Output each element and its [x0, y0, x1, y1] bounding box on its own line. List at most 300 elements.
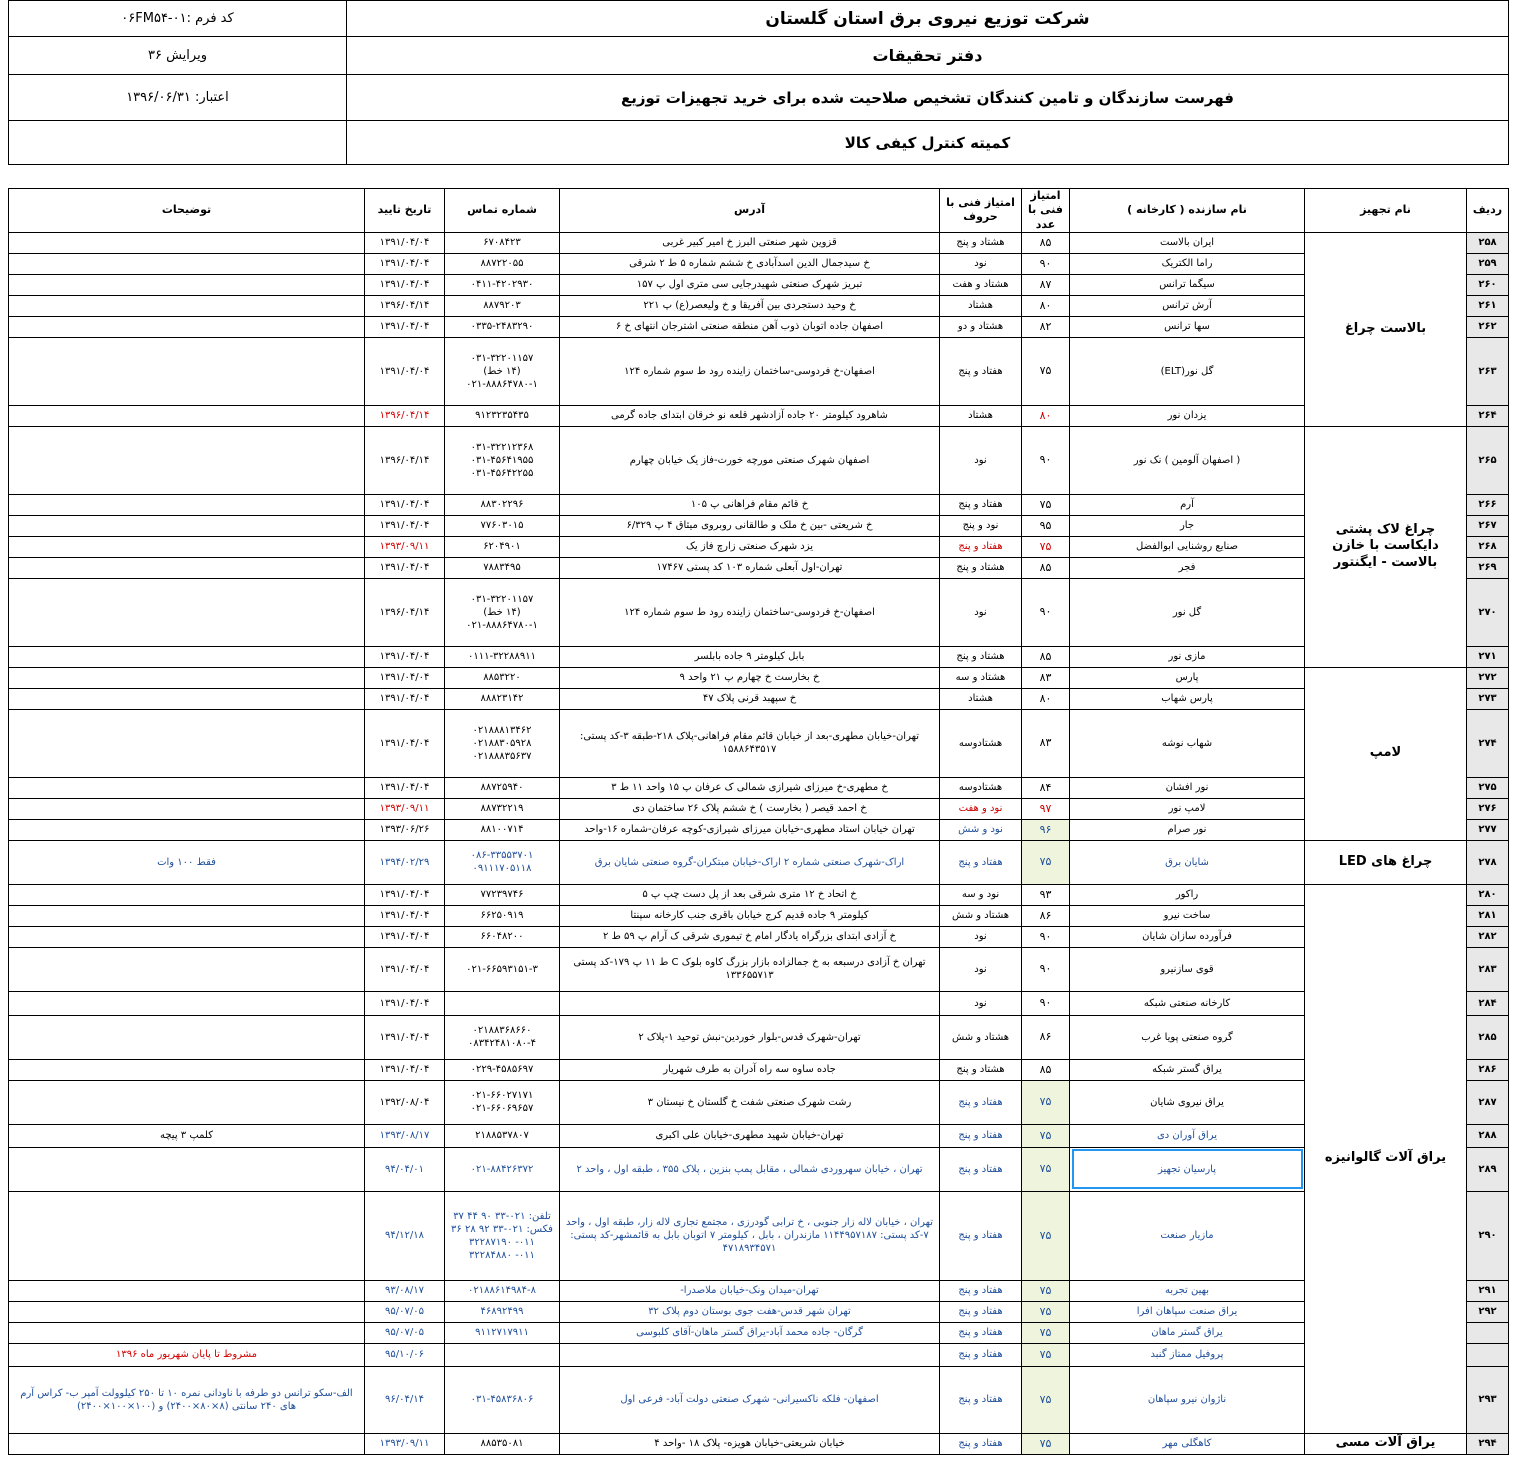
- address: خ وحید دستجردی بین آفریقا و خ ولیعصر(ع) پ ۲۲۱: [560, 295, 940, 316]
- col-score-number: امتیاز فنی با عدد: [1022, 189, 1070, 233]
- table-header-row: [9, 189, 1509, 233]
- approval-date: ۱۳۹۶/۰۴/۱۴: [365, 295, 445, 316]
- phone-line: ۸۸۱۰۰۷۱۴: [480, 824, 524, 836]
- table-row: [9, 991, 1509, 1015]
- empty-cell: [9, 121, 347, 165]
- phone-line: ۰۲۱۸۸۶۱۴۹۸۴-۸: [467, 1285, 537, 1297]
- score-number: ۹۵: [1022, 515, 1070, 536]
- maker-name: یراق گستر شبکه: [1070, 1059, 1305, 1080]
- phone: [445, 1124, 560, 1147]
- score-number: ۸۶: [1022, 1015, 1070, 1059]
- maker-name: آرم: [1070, 494, 1305, 515]
- phone: [445, 337, 560, 405]
- score-text: هشتاد و پنج: [940, 232, 1022, 253]
- maker-name: ایران بالاست: [1070, 232, 1305, 253]
- score-number: ۷۵: [1022, 1080, 1070, 1124]
- table-row: [9, 646, 1509, 667]
- maker-name: پارس شهاب: [1070, 688, 1305, 709]
- table-row: [9, 1015, 1509, 1059]
- phone: [445, 926, 560, 947]
- score-text: هفتاد و پنج: [940, 1147, 1022, 1191]
- maker-name: پروفیل ممتاز گنبد: [1070, 1343, 1305, 1366]
- row-number: [1467, 1343, 1509, 1366]
- row-number: ۲۷۰: [1467, 578, 1509, 646]
- score-text: هفتاد و پنج: [940, 1080, 1022, 1124]
- row-number: ۲۷۵: [1467, 777, 1509, 798]
- approval-date: ۱۳۹۶/۰۴/۱۴: [365, 405, 445, 426]
- row-number: ۲۷۶: [1467, 798, 1509, 819]
- score-number: ۷۵: [1022, 1191, 1070, 1280]
- phone: [445, 1343, 560, 1366]
- phone: [445, 840, 560, 884]
- equipment-group: چراغ های LED: [1305, 840, 1467, 884]
- table-row: [9, 1322, 1509, 1343]
- phone: [445, 232, 560, 253]
- edition-label: ویرایش ۳۶: [9, 37, 347, 75]
- phone-line: ۰۲۱-۸۸۸۶۴۷۸۰-۱: [466, 378, 538, 390]
- table-row: [9, 232, 1509, 253]
- approval-date: ۱۳۹۱/۰۴/۰۴: [365, 777, 445, 798]
- row-number: ۲۷۷: [1467, 819, 1509, 840]
- equipment-group: بالاست چراغ: [1305, 232, 1467, 426]
- phone-line: ۰۲۱-۸۸۴۲۶۳۷۲: [470, 1163, 534, 1175]
- notes: [9, 819, 365, 840]
- row-number: ۲۷۳: [1467, 688, 1509, 709]
- address: خ شریعتی -بین خ ملک و طالقانی روبروی میثاق ۴ پ ۶/۳۲۹: [560, 515, 940, 536]
- address: یزد شهرک صنعتی زارچ فاز یک: [560, 536, 940, 557]
- address: تهران-شهرک قدس-بلوار خوردین-نبش توحید ۱-پلاک ۲: [560, 1015, 940, 1059]
- score-text: هشتاد و پنج: [940, 646, 1022, 667]
- score-number: ۹۳: [1022, 884, 1070, 905]
- maker-name: کاهگلی مهر: [1070, 1433, 1305, 1454]
- notes: الف-سکو ترانس دو طرفه با ناودانی نمره ۱۰ تا ۲۵۰ کیلوولت آمپر ب- کراس آرم های ۲۴۰ سانتی (۸×۸۰×۲۴۰۰) و (۱۰۰×۱۰۰×۲۴۰۰): [9, 1366, 365, 1433]
- score-text: نود: [940, 926, 1022, 947]
- notes: [9, 295, 365, 316]
- score-text: هفتاد و پنج: [940, 1366, 1022, 1433]
- table-row: [9, 884, 1509, 905]
- phone: [445, 709, 560, 777]
- validity-date: اعتبار: ۱۳۹۶/۰۶/۳۱: [9, 75, 347, 121]
- phone: [445, 688, 560, 709]
- score-number: ۸۵: [1022, 557, 1070, 578]
- row-number: ۲۹۴: [1467, 1433, 1509, 1454]
- notes: [9, 798, 365, 819]
- phone-line: ۸۸۷۹۲۰۳: [483, 300, 521, 312]
- table-row: [9, 840, 1509, 884]
- notes: [9, 494, 365, 515]
- score-number: ۸۴: [1022, 777, 1070, 798]
- phone: [445, 494, 560, 515]
- table-row: [9, 777, 1509, 798]
- phone-line: ۰۲۱-۶۶۰۲۷۱۷۱: [470, 1090, 534, 1102]
- phone-line: فکس: ۰۲۱-۳۳ ۹۲ ۲۸ ۳۶: [451, 1223, 553, 1235]
- maker-name: یراق گستر ماهان: [1070, 1322, 1305, 1343]
- maker-name: صنایع روشنایی ابوالفضل: [1070, 536, 1305, 557]
- phone: [445, 667, 560, 688]
- row-number: ۲۵۸: [1467, 232, 1509, 253]
- score-text: نود و سه: [940, 884, 1022, 905]
- score-number: ۹۰: [1022, 926, 1070, 947]
- table-row: [9, 1301, 1509, 1322]
- row-number: ۲۸۶: [1467, 1059, 1509, 1080]
- score-number: ۷۵: [1022, 1301, 1070, 1322]
- phone-line: (۱۴ خط): [483, 365, 521, 377]
- approval-date: ۹۵/۰۷/۰۵: [365, 1322, 445, 1343]
- phone-line: تلفن: ۰۲۱-۳۳ ۹۰ ۴۴ ۳۷: [453, 1210, 551, 1222]
- address: اصفهان- فلکه ناکسیرانی- شهرک صنعتی دولت آباد- فرعی اول: [560, 1366, 940, 1433]
- maker-name: مازیار صنعت: [1070, 1191, 1305, 1280]
- row-number: ۲۶۹: [1467, 557, 1509, 578]
- address: بابل کیلومتر ۹ جاده بابلسر: [560, 646, 940, 667]
- address: اصفهان-خ فردوسی-ساختمان زاینده رود ط سوم شماره ۱۲۴: [560, 337, 940, 405]
- approval-date: ۱۳۹۶/۰۴/۱۴: [365, 426, 445, 494]
- phone: [445, 1433, 560, 1454]
- approval-date: ۱۳۹۱/۰۴/۰۴: [365, 926, 445, 947]
- approval-date: ۹۴/۱۲/۱۸: [365, 1191, 445, 1280]
- row-number: ۲۹۰: [1467, 1191, 1509, 1280]
- phone-line: ۰۲۱۸۸۸۳۵۶۳۷: [472, 750, 532, 762]
- approval-date: ۹۶/۰۴/۱۴: [365, 1366, 445, 1433]
- col-approval-date: تاریخ تایید: [365, 189, 445, 233]
- row-number: ۲۸۱: [1467, 905, 1509, 926]
- phone: [445, 426, 560, 494]
- row-number: ۲۶۳: [1467, 337, 1509, 405]
- phone-line: ۲۱۸۸۵۳۷۸۰۷: [475, 1130, 529, 1142]
- notes: [9, 947, 365, 991]
- office-name: دفتر تحقیقات: [347, 37, 1509, 75]
- approval-date: ۱۳۹۲/۰۸/۰۴: [365, 1080, 445, 1124]
- table-row: [9, 494, 1509, 515]
- phone-line: ۸۸۵۳۲۲۰: [483, 672, 521, 684]
- maker-name: ناژوان نیرو سپاهان: [1070, 1366, 1305, 1433]
- approval-date: ۱۳۹۱/۰۴/۰۴: [365, 316, 445, 337]
- score-number: ۷۵: [1022, 1433, 1070, 1454]
- row-number: [1467, 1322, 1509, 1343]
- maker-name: راکور: [1070, 884, 1305, 905]
- table-row: [9, 947, 1509, 991]
- notes: [9, 274, 365, 295]
- maker-name: یراق آوران دی: [1070, 1124, 1305, 1147]
- row-number: ۲۶۴: [1467, 405, 1509, 426]
- approval-date: ۱۳۹۱/۰۴/۰۴: [365, 884, 445, 905]
- phone: [445, 1080, 560, 1124]
- phone: [445, 819, 560, 840]
- address: تهران-خیابان شهید مطهری-خیابان علی اکبری: [560, 1124, 940, 1147]
- phone-line: ۰۳۳۵-۲۴۸۳۲۹۰: [470, 321, 534, 333]
- table-row: [9, 316, 1509, 337]
- row-number: ۲۷۱: [1467, 646, 1509, 667]
- phone-line: ۷۸۸۳۴۹۵: [483, 562, 521, 574]
- score-text: هشتادوسه: [940, 777, 1022, 798]
- phone-line: ۸۸۳۰۲۲۹۶: [480, 499, 524, 511]
- maker-name: پارس: [1070, 667, 1305, 688]
- approval-date: ۱۳۹۱/۰۴/۰۴: [365, 667, 445, 688]
- notes: [9, 557, 365, 578]
- score-text: هفتاد و پنج: [940, 1124, 1022, 1147]
- notes: [9, 1301, 365, 1322]
- row-number: ۲۸۲: [1467, 926, 1509, 947]
- table-row: [9, 1147, 1509, 1191]
- score-number: ۸۵: [1022, 1059, 1070, 1080]
- phone-line: ۰۹۱۱۱۷۰۵۱۱۸: [472, 863, 532, 875]
- score-number: ۷۵: [1022, 536, 1070, 557]
- table-row: [9, 926, 1509, 947]
- row-number: ۲۸۴: [1467, 991, 1509, 1015]
- notes: [9, 316, 365, 337]
- phone: [445, 905, 560, 926]
- phone: [445, 536, 560, 557]
- score-text: هشتاد و سه: [940, 667, 1022, 688]
- address: تهران-میدان ونک-خیابان ملاصدرا-: [560, 1280, 940, 1301]
- notes: کلمپ ۳ پیچه: [9, 1124, 365, 1147]
- approval-date: ۱۳۹۱/۰۴/۰۴: [365, 646, 445, 667]
- score-number: ۸۵: [1022, 646, 1070, 667]
- phone: [445, 777, 560, 798]
- table-row: [9, 688, 1509, 709]
- address: تهران خ آزادی درسبعه به خ جمالزاده بازار بزرگ کاوه بلوک C ط ۱۱ پ ۱۷۹-کد پستی ۱۳۳۶۵۵۷۱۳: [560, 947, 940, 991]
- table-row: [9, 667, 1509, 688]
- table-row: [9, 1433, 1509, 1454]
- address: جاده ساوه سه راه آدران به طرف شهریار: [560, 1059, 940, 1080]
- row-number: ۲۶۵: [1467, 426, 1509, 494]
- address: تهران-خیابان مطهری-بعد از خیابان قائم مقام فراهانی-پلاک ۲۱۸-طبقه ۳-کد پستی: ۱۵۸۸۶۴۳۵۱۷: [560, 709, 940, 777]
- score-number: ۷۵: [1022, 840, 1070, 884]
- address: شاهرود کیلومتر ۲۰ جاده آزادشهر قلعه نو خرقان ابتدای جاده گرمی: [560, 405, 940, 426]
- score-text: هفتاد و پنج: [940, 1322, 1022, 1343]
- score-text: نود و شش: [940, 819, 1022, 840]
- table-row: [9, 1343, 1509, 1366]
- score-text: نود: [940, 253, 1022, 274]
- maker-name: گل نور(ELT): [1070, 337, 1305, 405]
- approval-date: ۱۳۹۱/۰۴/۰۴: [365, 557, 445, 578]
- row-number: ۲۹۳: [1467, 1366, 1509, 1433]
- notes: [9, 1015, 365, 1059]
- phone-line: ۰۸۶-۳۳۵۵۳۷۰۱: [470, 850, 534, 862]
- score-text: هشتاد و هفت: [940, 274, 1022, 295]
- score-text: هفتاد و پنج: [940, 1191, 1022, 1280]
- col-phone: شماره تماس: [445, 189, 560, 233]
- approval-date: ۱۳۹۱/۰۴/۰۴: [365, 709, 445, 777]
- address: گرگان- جاده محمد آباد-یراق گستر ماهان-آقای کلبوسی: [560, 1322, 940, 1343]
- score-number: ۹۶: [1022, 819, 1070, 840]
- score-text: هفتاد و پنج: [940, 494, 1022, 515]
- maker-name: آرش ترانس: [1070, 295, 1305, 316]
- phone: [445, 884, 560, 905]
- notes: [9, 991, 365, 1015]
- table-row: [9, 253, 1509, 274]
- table-body: [9, 232, 1509, 1454]
- approval-date: ۱۳۹۱/۰۴/۰۴: [365, 274, 445, 295]
- phone: [445, 1059, 560, 1080]
- equipment-group: لامپ: [1305, 667, 1467, 840]
- phone: [445, 405, 560, 426]
- score-number: ۹۰: [1022, 578, 1070, 646]
- phone: [445, 316, 560, 337]
- approval-date: ۱۳۹۱/۰۴/۰۴: [365, 337, 445, 405]
- phone-line: ۰۲۱۸۸۸۱۳۴۶۲: [472, 724, 532, 736]
- notes: [9, 515, 365, 536]
- address: اصفهان جاده اتوبان ذوب آهن منطقه صنعتی اشترجان انتهای خ ۶: [560, 316, 940, 337]
- notes: [9, 646, 365, 667]
- address: تهران شهر قدس-هفت جوی بوستان دوم پلاک ۳۲: [560, 1301, 940, 1322]
- phone: [445, 253, 560, 274]
- notes: [9, 1191, 365, 1280]
- maker-name: قوی سازنیرو: [1070, 947, 1305, 991]
- table-row: [9, 709, 1509, 777]
- address: اصفهان شهرک صنعتی مورچه خورت-فاز یک خیابان چهارم: [560, 426, 940, 494]
- col-maker: نام سازنده ( کارخانه ): [1070, 189, 1305, 233]
- committee-name: کمیته کنترل کیفی کالا: [347, 121, 1509, 165]
- maker-name: ساخت نیرو: [1070, 905, 1305, 926]
- phone: [445, 1280, 560, 1301]
- score-text: هشتاد و شش: [940, 905, 1022, 926]
- phone: [445, 274, 560, 295]
- approval-date: ۱۳۹۱/۰۴/۰۴: [365, 1015, 445, 1059]
- maker-name: یزدان نور: [1070, 405, 1305, 426]
- score-number: ۸۵: [1022, 232, 1070, 253]
- phone: [445, 1015, 560, 1059]
- form-header: [8, 0, 1509, 165]
- phone-line: ۶۶۲۵۰۹۱۹: [480, 910, 524, 922]
- score-number: ۸۶: [1022, 905, 1070, 926]
- table-row: [9, 578, 1509, 646]
- phone: [445, 295, 560, 316]
- approval-date: ۹۴/۰۴/۰۱: [365, 1147, 445, 1191]
- score-number: ۷۵: [1022, 1366, 1070, 1433]
- maker-name: مازی نور: [1070, 646, 1305, 667]
- phone: [445, 646, 560, 667]
- col-notes: توضیحات: [9, 189, 365, 233]
- notes: [9, 1059, 365, 1080]
- approval-date: ۹۵/۱۰/۰۶: [365, 1343, 445, 1366]
- phone-line: ۷۷۲۳۹۷۴۶: [480, 889, 524, 901]
- suppliers-table: [8, 188, 1509, 1455]
- address: تهران ، خیابان سهروردی شمالی ، مقابل پمپ بنزین ، پلاک ۳۵۵ ، طبقه اول ، واحد ۲: [560, 1147, 940, 1191]
- notes: [9, 1433, 365, 1454]
- approval-date: ۱۳۹۱/۰۴/۰۴: [365, 688, 445, 709]
- score-text: هفتاد و پنج: [940, 1343, 1022, 1366]
- phone: [445, 515, 560, 536]
- maker-name: جار: [1070, 515, 1305, 536]
- phone-line: (۱۴ خط): [483, 606, 521, 618]
- score-text: نود و هفت: [940, 798, 1022, 819]
- row-number: ۲۶۷: [1467, 515, 1509, 536]
- score-number: ۹۰: [1022, 991, 1070, 1015]
- notes: [9, 709, 365, 777]
- score-text: نود و پنج: [940, 515, 1022, 536]
- score-number: ۷۵: [1022, 1124, 1070, 1147]
- phone: [445, 1191, 560, 1280]
- notes: [9, 232, 365, 253]
- approval-date: ۱۳۹۳/۰۶/۲۶: [365, 819, 445, 840]
- table-row: [9, 798, 1509, 819]
- phone-line: ۰۳۱-۳۲۲۰۱۱۵۷: [470, 352, 534, 364]
- address: خ بخارست خ چهارم پ ۲۱ واحد ۹: [560, 667, 940, 688]
- maker-name: کارخانه صنعتی شبکه: [1070, 991, 1305, 1015]
- address: [560, 1343, 940, 1366]
- table-row: [9, 1059, 1509, 1080]
- phone-line: ۹۱۱۲۷۱۷۹۱۱: [475, 1327, 529, 1339]
- maker-name: پارسیان تجهیز: [1070, 1147, 1305, 1191]
- phone-line: ۸۸۷۳۲۲۱۹: [480, 803, 524, 815]
- maker-name: گل نور: [1070, 578, 1305, 646]
- phone: [445, 798, 560, 819]
- address: خ سپهبد قرنی پلاک ۴۷: [560, 688, 940, 709]
- col-address: آدرس: [560, 189, 940, 233]
- maker-name: فرآورده سازان شایان: [1070, 926, 1305, 947]
- score-text: هفتاد و پنج: [940, 1280, 1022, 1301]
- notes: [9, 926, 365, 947]
- score-text: نود: [940, 578, 1022, 646]
- phone: [445, 947, 560, 991]
- phone-line: ۰۲۱-۶۶۰۶۹۶۵۷: [470, 1103, 534, 1115]
- phone: [445, 557, 560, 578]
- approval-date: ۹۵/۰۷/۰۵: [365, 1301, 445, 1322]
- score-text: هشتادوسه: [940, 709, 1022, 777]
- approval-date: ۱۳۹۱/۰۴/۰۴: [365, 494, 445, 515]
- phone-line: ۰۳۱-۳۲۲۰۱۱۵۷: [470, 593, 534, 605]
- phone-line: ۷۷۶۰۳۰۱۵: [480, 520, 524, 532]
- score-text: هفتاد و پنج: [940, 1301, 1022, 1322]
- notes: [9, 337, 365, 405]
- score-text: هشتاد و پنج: [940, 1059, 1022, 1080]
- phone-line: ۰۱۱- ۳۲۲۸۷۱۹۰: [469, 1236, 535, 1248]
- score-text: هفتاد و پنج: [940, 1433, 1022, 1454]
- address: خ احمد قیصر ( بخارست ) خ ششم پلاک ۲۶ ساختمان دی: [560, 798, 940, 819]
- row-number: ۲۶۶: [1467, 494, 1509, 515]
- score-text: هشتاد و دو: [940, 316, 1022, 337]
- approval-date: ۱۳۹۱/۰۴/۰۴: [365, 232, 445, 253]
- address: اراک-شهرک صنعتی شماره ۲ اراک-خیابان مبتکران-گروه صنعتی شایان برق: [560, 840, 940, 884]
- maker-name: شایان برق: [1070, 840, 1305, 884]
- maker-name: نور افشان: [1070, 777, 1305, 798]
- table-row: [9, 819, 1509, 840]
- address: قزوین شهر صنعتی البرز خ امیر کبیر غربی: [560, 232, 940, 253]
- maker-name: گروه صنعتی پویا غرب: [1070, 1015, 1305, 1059]
- notes: مشروط تا پایان شهریور ماه ۱۳۹۶: [9, 1343, 365, 1366]
- col-row: ردیف: [1467, 189, 1509, 233]
- notes: [9, 578, 365, 646]
- phone-line: ۰۲۱-۸۸۸۶۴۷۸۰-۱: [466, 619, 538, 631]
- address: کیلومتر ۹ جاده قدیم کرج خیابان باقری جنب کارخانه سپنتا: [560, 905, 940, 926]
- score-number: ۹۰: [1022, 947, 1070, 991]
- score-text: هفتاد و پنج: [940, 840, 1022, 884]
- score-number: ۸۲: [1022, 316, 1070, 337]
- notes: [9, 536, 365, 557]
- row-number: ۲۸۵: [1467, 1015, 1509, 1059]
- score-text: نود: [940, 947, 1022, 991]
- maker-name: نور صرام: [1070, 819, 1305, 840]
- address: خیابان شریعتی-خیابان هویزه- پلاک ۱۸ -واحد ۴: [560, 1433, 940, 1454]
- row-number: ۲۷۴: [1467, 709, 1509, 777]
- row-number: ۲۹۱: [1467, 1280, 1509, 1301]
- phone: [445, 1366, 560, 1433]
- approval-date: ۱۳۹۱/۰۴/۰۴: [365, 947, 445, 991]
- score-number: ۷۵: [1022, 1343, 1070, 1366]
- document-title: فهرست سازندگان و تامین کنندگان تشخیص صلاحیت شده برای خرید تجهیزات توزیع: [347, 75, 1509, 121]
- equipment-group: چراغ لاک پشتی دایکاست با خازن بالاست - ایگنتور: [1305, 426, 1467, 667]
- notes: [9, 884, 365, 905]
- score-number: ۸۰: [1022, 688, 1070, 709]
- score-number: ۷۵: [1022, 1147, 1070, 1191]
- row-number: ۲۸۰: [1467, 884, 1509, 905]
- phone-line: ۶۷۰۸۴۲۳: [483, 237, 521, 249]
- table-row: [9, 1191, 1509, 1280]
- table-row: [9, 1124, 1509, 1147]
- address: تهران خیابان استاد مطهری-خیابان میرزای شیرازی-کوچه عرفان-شماره ۱۶-واحد: [560, 819, 940, 840]
- score-number: ۷۵: [1022, 1280, 1070, 1301]
- address: [560, 991, 940, 1015]
